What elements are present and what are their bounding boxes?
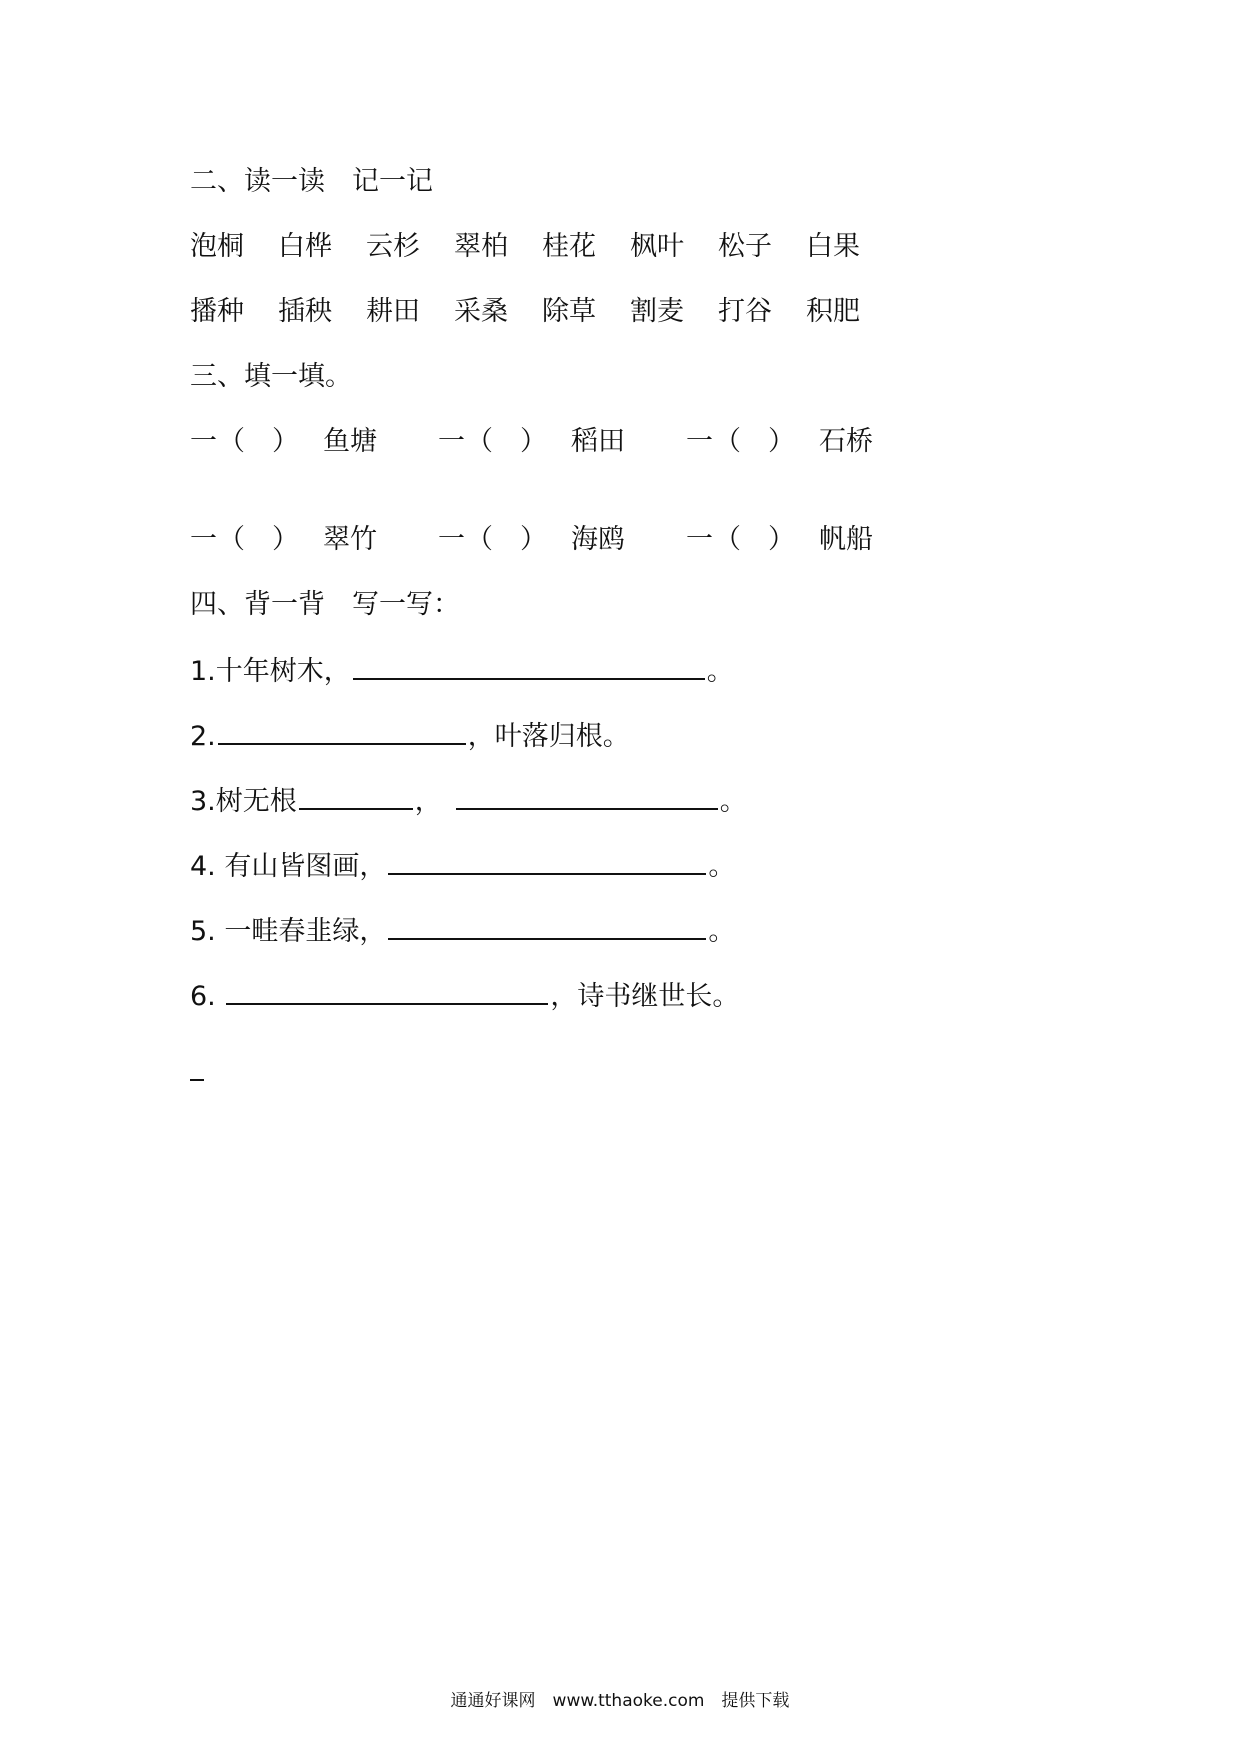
answer-blank[interactable] [218,717,466,745]
recite-item-3: 3.树无根 ， 。 [190,782,747,820]
answer-slot[interactable]: （ ） [466,426,547,457]
stray-dash [190,1079,204,1081]
word: 采桑 [454,296,508,327]
word: 枫叶 [630,231,684,262]
word: 松子 [718,231,772,262]
fill-noun: 石桥 [819,426,873,457]
word-row-trees [190,229,894,265]
fill-item: 一 （ ） 鱼塘 [190,424,438,460]
word: 白果 [806,231,860,262]
fill-row-2 [190,522,934,558]
section4-heading: 四、背一背 写一写： [190,589,460,620]
section3-heading: 三、填一填。 [190,361,352,392]
fill-item: 一 （ ） 海鸥 [438,522,686,558]
footer-credit: 通通好课网 www.tthaoke.com 提供下载 [450,1691,790,1711]
recite-item-2: 2. ，叶落归根。 [190,717,630,755]
word: 泡桐 [190,231,244,262]
section2-heading: 二、读一读 记一记 [190,166,433,197]
fill-noun: 鱼塘 [323,426,377,457]
recite-item-5: 5. 一畦春韭绿， 。 [190,912,735,950]
answer-slot[interactable]: （ ） [714,426,795,457]
word: 翠柏 [454,231,508,262]
answer-slot[interactable]: （ ） [466,524,547,555]
answer-blank[interactable] [456,782,718,810]
word: 播种 [190,296,244,327]
word: 白桦 [278,231,332,262]
fill-noun: 稻田 [571,426,625,457]
answer-blank[interactable] [353,652,705,680]
recite-item-6: 6. ，诗书继世长。 [190,977,739,1015]
answer-blank[interactable] [226,977,548,1005]
fill-noun: 帆船 [819,524,873,555]
answer-slot[interactable]: （ ） [218,426,299,457]
fill-item: 一 （ ） 帆船 [686,522,934,558]
recite-item-1: 1.十年树木， 。 [190,652,734,690]
word: 除草 [542,296,596,327]
answer-blank[interactable] [299,782,413,810]
word: 插秧 [278,296,332,327]
word: 打谷 [718,296,772,327]
answer-slot[interactable]: （ ） [218,524,299,555]
answer-blank[interactable] [388,912,706,940]
fill-item: 一 （ ） 稻田 [438,424,686,460]
fill-row-1 [190,424,934,460]
fill-noun: 海鸥 [571,524,625,555]
word: 割麦 [630,296,684,327]
fill-item: 一 （ ） 翠竹 [190,522,438,558]
recite-item-4: 4. 有山皆图画， 。 [190,847,735,885]
word: 桂花 [542,231,596,262]
answer-blank[interactable] [388,847,706,875]
word: 积肥 [806,296,860,327]
word: 耕田 [366,296,420,327]
fill-item: 一 （ ） 石桥 [686,424,934,460]
word-row-farming [190,294,894,330]
word: 云杉 [366,231,420,262]
fill-noun: 翠竹 [323,524,377,555]
answer-slot[interactable]: （ ） [714,524,795,555]
